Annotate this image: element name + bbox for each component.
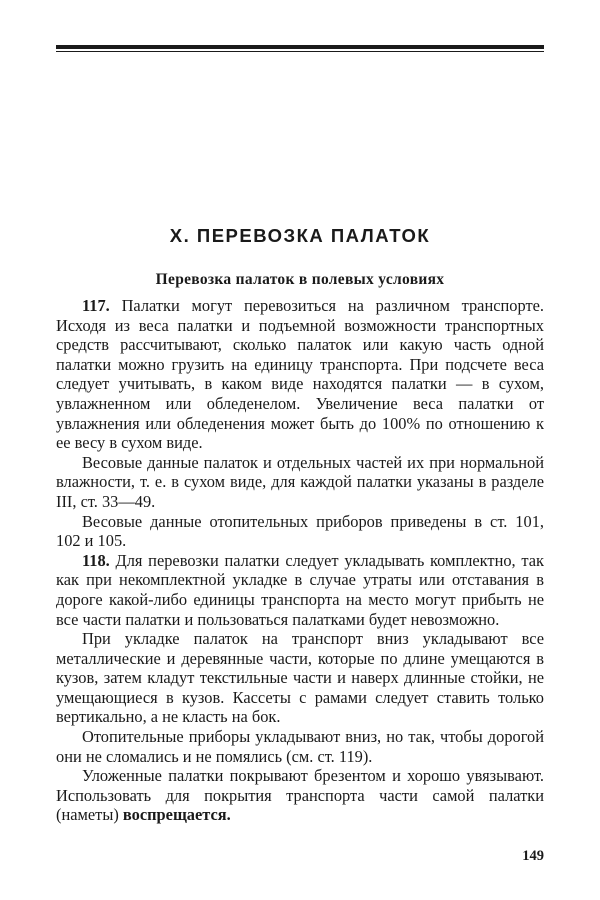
body-text — [56, 296, 544, 825]
paragraph-text: Палатки могут перевозиться на различном транспорте. Исходя из веса палатки и подъемной возможности транспортных средств рассчитывают, сколько палаток или какую часть одной палатки можно грузить на единицу транспорта. При подсчете веса следует учитывать, в каком виде находятся палатки — в сухом, увлажненном или обледенелом. Увеличение веса палатки от увлажнения или обледенения может быть до 100% по отношению к ее весу в сухом виде. — [56, 296, 544, 453]
paragraph-text: Весовые данные палаток и отдельных частей их при нормальной влажности, т. е. в сухом виде, для каждой палатки указаны в разделе III, ст. 33—49. — [56, 452, 544, 511]
paragraph-weights-tents — [56, 453, 544, 512]
section-title: Перевозка палаток в полевых условиях — [155, 271, 445, 288]
paragraph-number: 118. — [82, 550, 110, 570]
paragraph-118 — [56, 551, 544, 629]
paragraph-text: Отопительные приборы укладывают вниз, но так, чтобы дорогой они не сломались и не помялись (см. ст. 119). — [56, 727, 544, 766]
paragraph-covering — [56, 766, 544, 825]
paragraph-text: Весовые данные отопительных приборов приведены в ст. 101, 102 и 105. — [56, 511, 544, 551]
paragraph-bold-tail: воспрещается. — [122, 805, 231, 825]
paragraph-text: Для перевозки палатки следует укладывать комплектно, так как при некомплектной укладке в случае утраты или отставания в дороге какой-либо единицы транспорта на место могут прибыть не все части палатки и пользоваться палатками будет невозможно. — [56, 550, 544, 629]
paragraph-weights-heaters — [56, 512, 544, 551]
header-rule-thin — [56, 51, 544, 52]
paragraph-117 — [56, 296, 544, 453]
page-number: 149 — [522, 848, 544, 864]
paragraph-loading — [56, 629, 544, 727]
paragraph-text: Уложенные палатки покрывают брезентом и хорошо увязывают. Использовать для покрытия транспорта части самой палатки (наметы) — [56, 766, 544, 825]
header-rule-thick — [56, 45, 544, 49]
chapter-title: X. ПЕРЕВОЗКА ПАЛАТОК — [169, 225, 431, 246]
paragraph-number: 117. — [82, 296, 110, 315]
paragraph-text: При укладке палаток на транспорт вниз укладывают все металлические и деревянные части, которые по длине умещаются в кузов, затем кладут текстильные части и наверх длинные стойки, не умещающиеся в кузов. Кассеты с рамами следует ставить только вертикально, а не класть на бок. — [56, 629, 544, 727]
paragraph-heaters-loading — [56, 727, 544, 766]
